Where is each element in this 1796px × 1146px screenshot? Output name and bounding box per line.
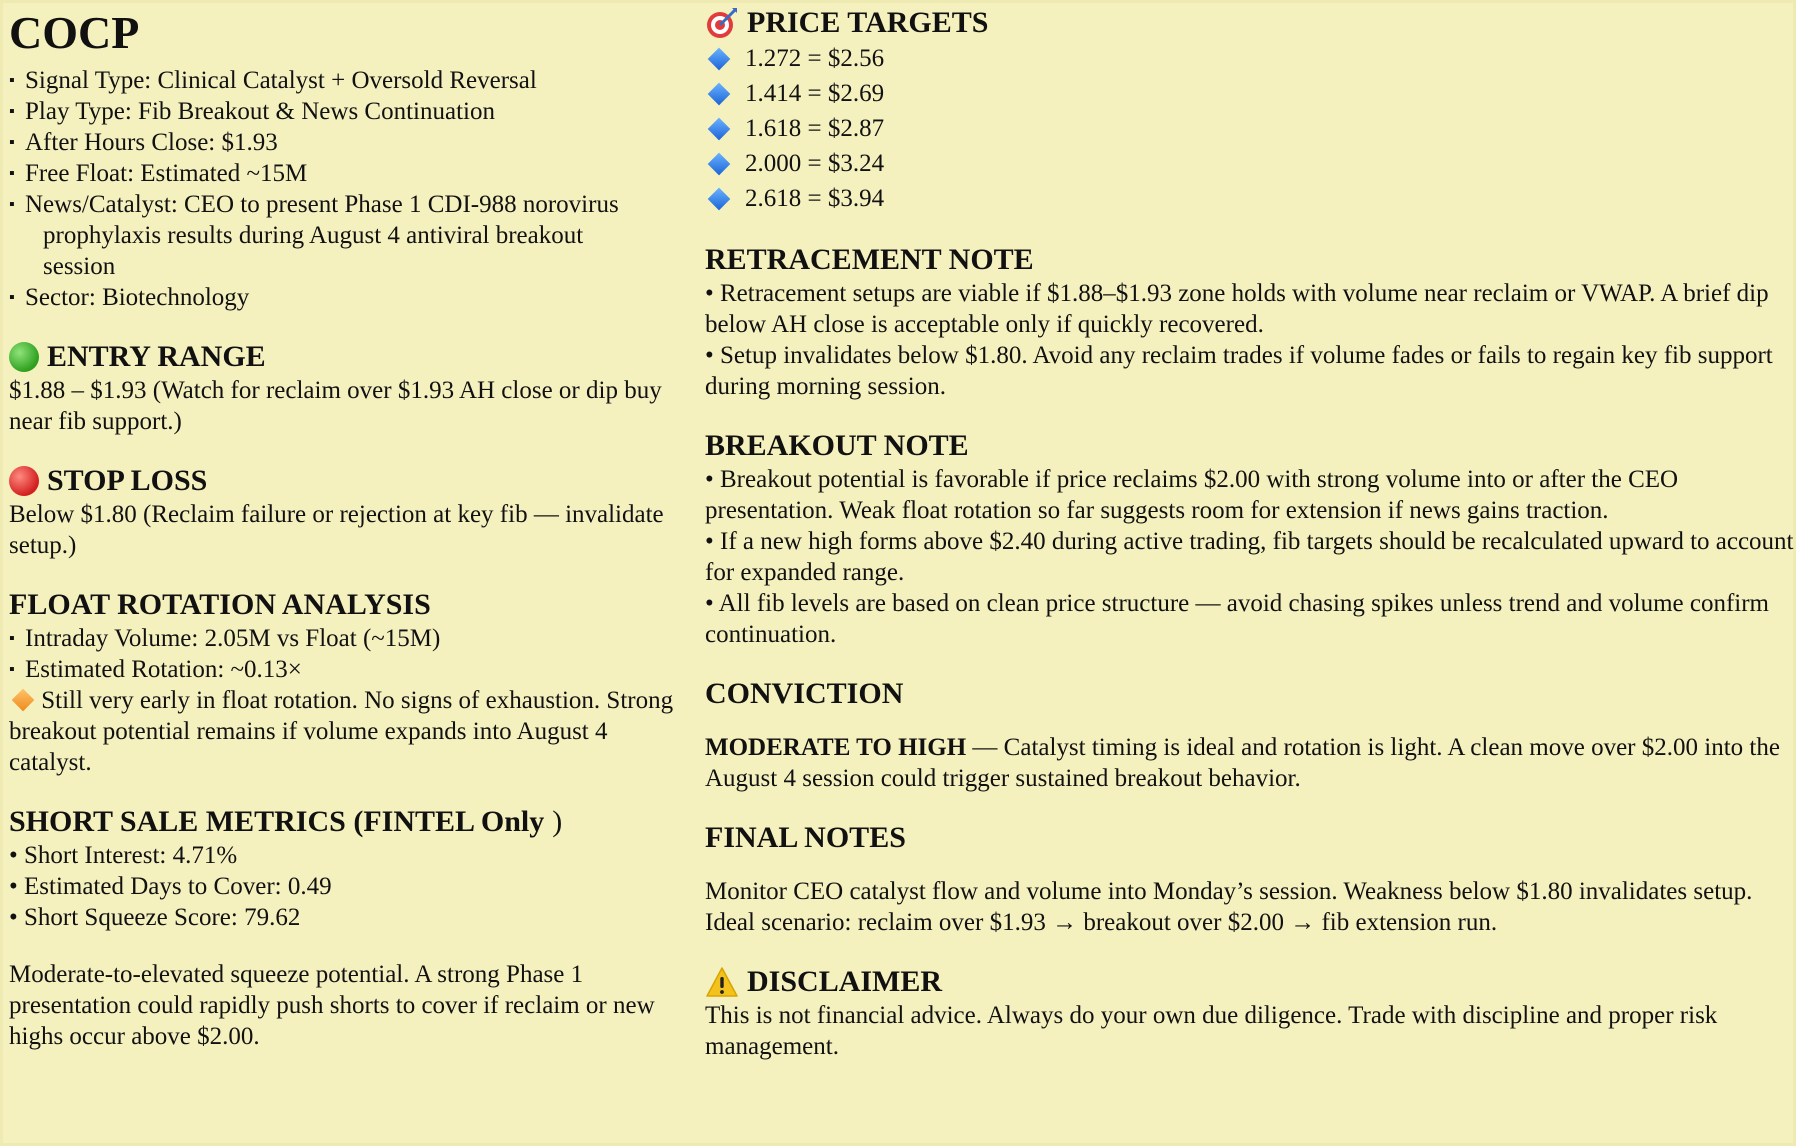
short-sale-title: SHORT SALE METRICS (FINTEL Only xyxy=(9,805,545,838)
right-column xyxy=(705,5,1795,1062)
short-interest: • Short Interest: 4.71% xyxy=(9,842,238,869)
target-value: 2.618 = $3.94 xyxy=(745,185,885,212)
summary-sector: ▪ Sector: Biotechnology xyxy=(9,282,689,313)
target-value: 2.000 = $3.24 xyxy=(745,150,885,177)
blue-diamond-icon xyxy=(708,117,731,140)
target-row xyxy=(705,111,1795,146)
float-intraday-volume: ▪ Intraday Volume: 2.05M vs Float (~15M) xyxy=(9,623,689,654)
breakout-note-2: • If a new high forms above $2.40 during active trading, fib targets should be recalculated upward to account for expanded range. xyxy=(705,528,1794,586)
retracement-heading: RETRACEMENT NOTE xyxy=(705,243,1034,276)
conviction-detail: — Catalyst timing is ideal and rotation is light. A clean move over $2.00 into the August 4 session could trigger sustained breakout behavior. xyxy=(705,734,1780,792)
float-rotation-heading: FLOAT ROTATION ANALYSIS xyxy=(9,588,431,621)
short-sale-heading xyxy=(9,804,689,840)
stop-loss-title: STOP LOSS xyxy=(47,464,208,497)
target-value: 1.414 = $2.69 xyxy=(745,80,885,107)
news-line-1: News/Catalyst: CEO to present Phase 1 CDI-988 norovirus xyxy=(25,191,619,218)
short-squeeze-score: • Short Squeeze Score: 79.62 xyxy=(9,904,301,931)
breakout-heading: BREAKOUT NOTE xyxy=(705,429,969,462)
short-sale-note: Moderate-to-elevated squeeze potential. A strong Phase 1 presentation could rapidly push shorts to cover if reclaim or new highs occur above $2.00. xyxy=(9,961,655,1050)
blue-diamond-icon xyxy=(708,82,731,105)
ticker-title: COCP xyxy=(9,7,140,58)
entry-range-text: $1.88 – $1.93 (Watch for reclaim over $1.93 AH close or dip buy near fib support.) xyxy=(9,377,662,435)
blue-diamond-icon xyxy=(708,187,731,210)
retracement-note-2: • Setup invalidates below $1.80. Avoid any reclaim trades if volume fades or fails to regain key fib support during morning session. xyxy=(705,342,1773,400)
final-notes-heading: FINAL NOTES xyxy=(705,821,906,854)
conviction-heading: CONVICTION xyxy=(705,677,904,710)
target-row xyxy=(705,181,1795,216)
float-note-text: Still very early in float rotation. No signs of exhaustion. Strong breakout potential remains if volume expands into August 4 catalyst. xyxy=(9,687,674,776)
news-line-2: prophylaxis results during August 4 antiviral breakout xyxy=(43,222,584,249)
target-row xyxy=(705,146,1795,181)
disclaimer-title: DISCLAIMER xyxy=(747,965,943,998)
stop-loss-heading xyxy=(9,463,689,499)
price-targets-title: PRICE TARGETS xyxy=(747,6,989,39)
conviction-level: MODERATE TO HIGH xyxy=(705,734,967,761)
disclaimer-heading xyxy=(705,964,1795,1000)
target-row xyxy=(705,76,1795,111)
target-row xyxy=(705,41,1795,76)
float-note xyxy=(9,685,689,778)
red-circle-icon xyxy=(9,466,39,496)
summary-signal-type: ▪ Signal Type: Clinical Catalyst + Oversold Reversal xyxy=(9,65,689,96)
target-value: 1.618 = $2.87 xyxy=(745,115,885,142)
price-targets-heading xyxy=(705,5,1795,41)
left-column xyxy=(9,5,689,1052)
entry-range-title: ENTRY RANGE xyxy=(47,340,266,373)
summary-free-float: ▪ Free Float: Estimated ~15M xyxy=(9,158,689,189)
breakout-note-1: • Breakout potential is favorable if price reclaims $2.00 with strong volume into or after the CEO presentation. Weak float rotation so far suggests room for extension if news gains traction. xyxy=(705,466,1679,524)
entry-range-heading xyxy=(9,339,689,375)
final-notes-text: Monitor CEO catalyst flow and volume into Monday’s session. Weakness below $1.80 invalidates setup. Ideal scenario: reclaim over $1.93 → breakout over $2.00 → fib extension run. xyxy=(705,878,1753,936)
blue-diamond-icon xyxy=(708,47,731,70)
short-sale-title-close: ) xyxy=(552,805,563,838)
breakout-note-3: • All fib levels are based on clean price structure — avoid chasing spikes unless trend and volume confirm continuation. xyxy=(705,590,1770,648)
retracement-note-1: • Retracement setups are viable if $1.88–$1.93 zone holds with volume near reclaim or VWAP. A brief dip below AH close is acceptable only if quickly recovered. xyxy=(705,280,1769,338)
disclaimer-text: This is not financial advice. Always do your own due diligence. Trade with discipline and proper risk management. xyxy=(705,1002,1718,1060)
summary-play-type: ▪ Play Type: Fib Breakout & News Continuation xyxy=(9,96,689,127)
summary-ah-close: ▪ After Hours Close: $1.93 xyxy=(9,127,689,158)
orange-diamond-icon xyxy=(12,689,35,712)
news-line-3: session xyxy=(43,253,116,280)
target-icon xyxy=(705,6,739,40)
stop-loss-text: Below $1.80 (Reclaim failure or rejection at key fib — invalidate setup.) xyxy=(9,501,664,559)
warning-icon xyxy=(705,966,739,998)
short-days-to-cover: • Estimated Days to Cover: 0.49 xyxy=(9,873,332,900)
summary-news-catalyst xyxy=(9,189,689,282)
conviction-text xyxy=(705,732,1795,794)
float-estimated-rotation: ▪ Estimated Rotation: ~0.13× xyxy=(9,654,689,685)
target-value: 1.272 = $2.56 xyxy=(745,45,885,72)
green-circle-icon xyxy=(9,342,39,372)
blue-diamond-icon xyxy=(708,152,731,175)
